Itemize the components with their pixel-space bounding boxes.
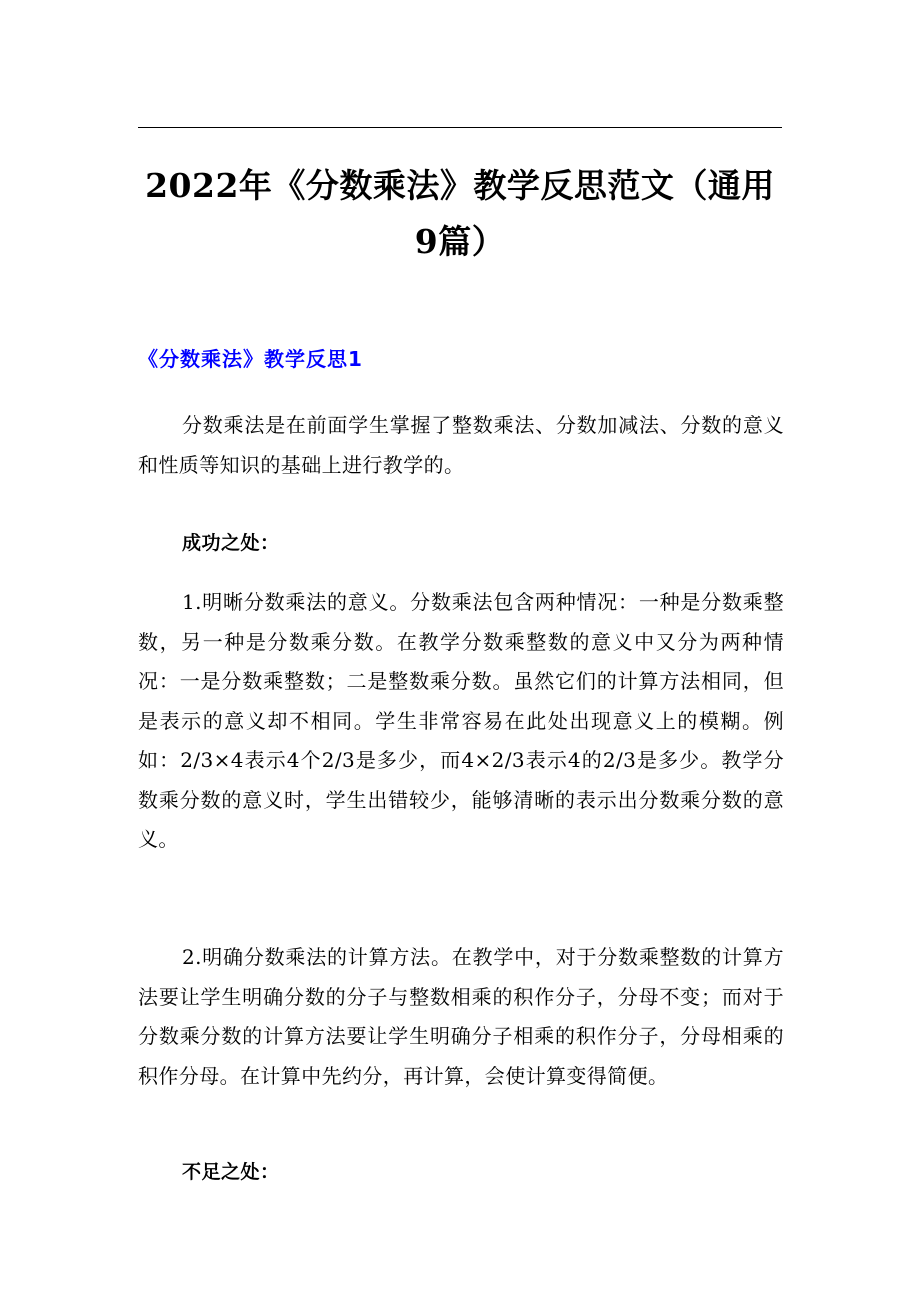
point-2-paragraph: 2.明确分数乘法的计算方法。在教学中，对于分数乘整数的计算方法要让学生明确分数的分子与整数相乘的积作分子，分母不变；而对于分数乘分数的计算方法要让学生明确分子相乘的积作分子，分母相乘的积作分母。在计算中先约分，再计算，会使计算变得简便。 bbox=[138, 945, 784, 1088]
intro-paragraph: 分数乘法是在前面学生掌握了整数乘法、分数加减法、分数的意义和性质等知识的基础上进行教学的。 bbox=[138, 413, 784, 477]
point-1-paragraph: 1.明晰分数乘法的意义。分数乘法包含两种情况：一种是分数乘整数，另一种是分数乘分数。在教学分数乘整数的意义中又分为两种情况：一是分数乘整数；二是整数乘分数。虽然它们的计算方法相同，但是表示的意义却不相同。学生非常容易在此处出现意义上的模糊。例如：2/3×4表示4个2/3是多少，而4×2/3表示4的2/3是多少。教学分数乘分数的意义时，学生出错较少，能够清晰的表示出分数乘分数的意义。 bbox=[138, 590, 784, 851]
top-rule bbox=[138, 127, 782, 128]
shortcoming-heading: 不足之处： bbox=[182, 1161, 280, 1183]
section-heading: 《分数乘法》教学反思1 bbox=[138, 347, 363, 371]
document-title: 2022年《分数乘法》教学反思范文（通用9篇） bbox=[145, 166, 775, 261]
success-heading: 成功之处： bbox=[182, 532, 280, 554]
